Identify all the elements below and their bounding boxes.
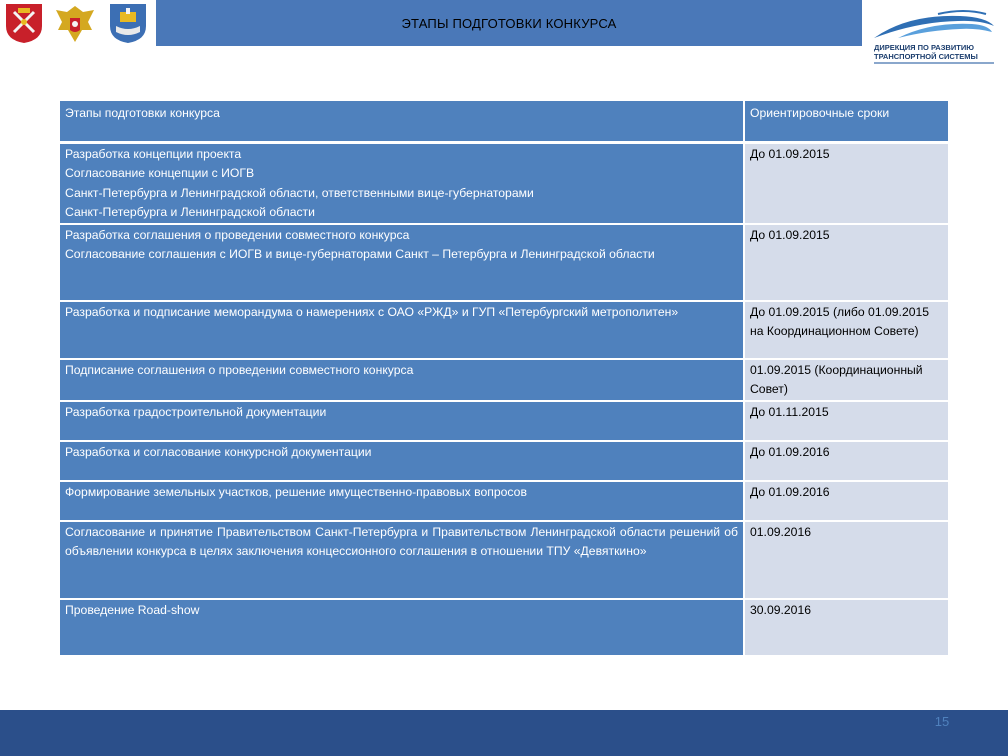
directorate-logo xyxy=(868,8,1000,68)
stage-cell: Подписание соглашения о проведении совместного конкурса xyxy=(60,359,744,401)
deadline-cell: До 01.11.2015 xyxy=(744,401,948,441)
footer-divider xyxy=(808,709,1008,710)
table-row xyxy=(60,142,948,224)
deadline-cell: 01.09.2015 (Координационный Совет) xyxy=(744,359,948,401)
stage-cell: Проведение Road-show xyxy=(60,599,744,656)
stage-cell: Разработка концепции проекта Согласование концепции с ИОГВ Санкт-Петербурга и Ленинградской области, ответственными вице-губернаторами Санкт-Петербурга и Ленинградской области xyxy=(60,142,744,224)
deadline-cell: До 01.09.2015 xyxy=(744,142,948,224)
stages-table xyxy=(60,101,948,657)
stage-cell: Разработка и согласование конкурсной документации xyxy=(60,441,744,481)
table-row xyxy=(60,599,948,656)
stage-cell: Разработка градостроительной документации xyxy=(60,401,744,441)
footer-bar xyxy=(0,710,1008,756)
deadline-cell: До 01.09.2016 xyxy=(744,481,948,521)
table-row xyxy=(60,441,948,481)
table-row xyxy=(60,481,948,521)
deadline-cell: 01.09.2016 xyxy=(744,521,948,599)
stage-cell: Разработка соглашения о проведении совместного конкурса Согласование соглашения с ИОГВ и вице-губернаторами Санкт – Петербурга и Ленинградской области xyxy=(60,224,744,301)
table-row xyxy=(60,359,948,401)
emblems-group xyxy=(4,2,154,46)
deadline-cell: До 01.09.2015 xyxy=(744,224,948,301)
stage-cell: Формирование земельных участков, решение имущественно-правовых вопросов xyxy=(60,481,744,521)
table-row xyxy=(60,401,948,441)
slide-title-bar xyxy=(156,0,862,46)
slide-title: ЭТАПЫ ПОДГОТОВКИ КОНКУРСА xyxy=(401,15,617,31)
transport-swoosh-icon xyxy=(868,8,1000,42)
leningrad-oblast-coat-of-arms-icon xyxy=(108,2,148,44)
stage-cell: Согласование и принятие Правительством Санкт-Петербурга и Правительством Ленинградской области решений об объявлении конкурса в целях заключения концессионного соглашения в отношении ТПУ «Девяткино» xyxy=(60,521,744,599)
spb-coat-of-arms-icon xyxy=(4,2,44,44)
page-number: 15 xyxy=(934,714,950,729)
deadline-cell: 30.09.2016 xyxy=(744,599,948,656)
table-row xyxy=(60,521,948,599)
deadline-cell: До 01.09.2015 (либо 01.09.2015 на Координационном Совете) xyxy=(744,301,948,359)
stage-cell: Разработка и подписание меморандума о намерениях с ОАО «РЖД» и ГУП «Петербургский метрополитен» xyxy=(60,301,744,359)
header-deadline-cell: Ориентировочные сроки xyxy=(744,101,948,142)
table-row xyxy=(60,224,948,301)
table-header-row xyxy=(60,101,948,142)
logo-caption: ДИРЕКЦИЯ ПО РАЗВИТИЮ ТРАНСПОРТНОЙ СИСТЕМЫ xyxy=(874,43,978,61)
deadline-cell: До 01.09.2016 xyxy=(744,441,948,481)
logo-underline xyxy=(874,62,994,64)
table-row xyxy=(60,301,948,359)
russia-coat-of-arms-icon xyxy=(52,2,98,44)
header-stage-cell: Этапы подготовки конкурса xyxy=(60,101,744,142)
